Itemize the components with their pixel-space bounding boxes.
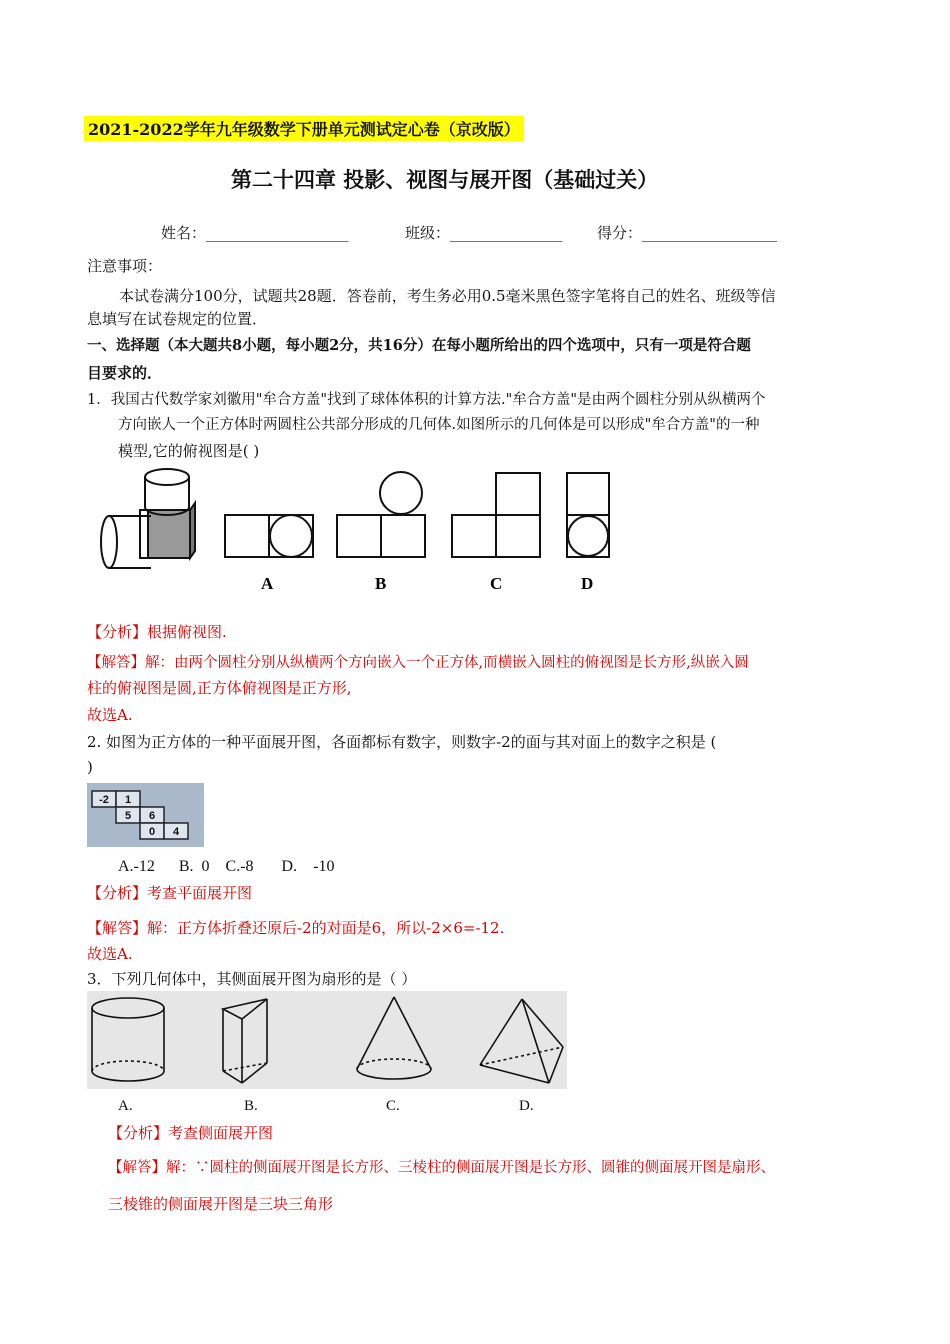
name-field: 姓名：___________________ <box>161 224 349 242</box>
q2-analysis: 【分析】考查平面展开图 <box>87 884 253 902</box>
q3-answer: 三棱锥的侧面展开图是三块三角形 <box>108 1195 334 1213</box>
q1-answer: 柱的俯视图是圆,正方体俯视图是正方形, <box>87 679 352 697</box>
option-c-label: C <box>490 574 503 593</box>
cube-cylinder-model <box>101 469 195 568</box>
q3-option-c: C. <box>386 1098 400 1114</box>
q2-options: A.-12 B. 0 C.-8 D. -10 <box>118 858 335 875</box>
option-b-label: B <box>375 574 387 593</box>
net-cell: 1 <box>124 794 132 806</box>
option-c-view <box>452 473 540 557</box>
q2-text: ) <box>87 758 93 776</box>
q3-option-d: D. <box>519 1098 534 1114</box>
notice-heading: 注意事项： <box>87 257 163 275</box>
option-a-label: A <box>261 574 274 593</box>
q3-option-b: B. <box>244 1098 258 1114</box>
exam-banner: 2021-2022学年九年级数学下册单元测试定心卷（京改版） <box>84 116 524 141</box>
q3-analysis: 【分析】考查侧面展开图 <box>108 1124 274 1142</box>
q3-option-a: A. <box>118 1098 133 1114</box>
option-a-view <box>225 515 313 557</box>
q1-choice: 故选A. <box>87 706 133 724</box>
option-d-label: D <box>581 574 594 593</box>
option-b-view <box>337 472 425 557</box>
score-field: 得分：__________________ <box>597 224 778 242</box>
q3-figure <box>87 991 567 1089</box>
q2-text: 2. 如图为正方体的一种平面展开图，各面都标有数字，则数字-2的面与其对面上的数字之积是 ( <box>87 733 717 751</box>
net-cell: 5 <box>124 810 132 822</box>
page-title: 第二十四章 投影、视图与展开图（基础过关） <box>231 167 659 192</box>
section-heading: 目要求的． <box>87 364 163 382</box>
net-cell: -2 <box>99 794 109 806</box>
q1-analysis: 【分析】根据俯视图. <box>87 623 227 641</box>
q2-answer: 【解答】解：正方体折叠还原后-2的对面是6，所以-2×6=-12. <box>87 919 505 937</box>
q1-text: 1．我国古代数学家刘徽用"牟合方盖"找到了球体体积的计算方法."牟合方盖"是由两个圆柱分别从纵横两个 <box>87 392 766 408</box>
net-cell: 0 <box>148 826 156 838</box>
net-cell: 6 <box>148 810 156 822</box>
q1-text: 模型,它的俯视图是( ) <box>118 442 260 460</box>
q1-answer: 【解答】解：由两个圆柱分别从纵横两个方向嵌入一个正方体,而横嵌入圆柱的俯视图是长方形,纵嵌入圆 <box>87 655 749 671</box>
net-cell: 4 <box>172 826 180 838</box>
q2-choice: 故选A. <box>87 945 133 963</box>
notice-line: 本试卷满分100分，试题共28题．答卷前，考生务必用0.5毫米黑色签字笔将自己的姓名、班级等信 <box>119 287 776 305</box>
section-heading: 一、选择题（本大题共8小题，每小题2分，共16分）在每小题所给出的四个选项中，只有一项是符合题 <box>87 337 751 354</box>
option-d-view <box>567 473 609 557</box>
q3-answer: 【解答】解：∵圆柱的侧面展开图是长方形、三棱柱的侧面展开图是长方形、圆锥的侧面展开图是扇形、 <box>108 1160 775 1176</box>
q1-text: 方向嵌人一个正方体时两圆柱公共部分形成的几何体.如图所示的几何体是可以形成"牟合方盖"的一种 <box>118 417 760 433</box>
q1-figure <box>95 465 615 595</box>
cube-net-figure <box>87 783 204 847</box>
q3-text: 3．下列几何体中，其侧面展开图为扇形的是（ ） <box>87 970 417 988</box>
notice-line: 息填写在试卷规定的位置． <box>87 310 268 328</box>
class-field: 班级：_______________ <box>405 224 563 242</box>
